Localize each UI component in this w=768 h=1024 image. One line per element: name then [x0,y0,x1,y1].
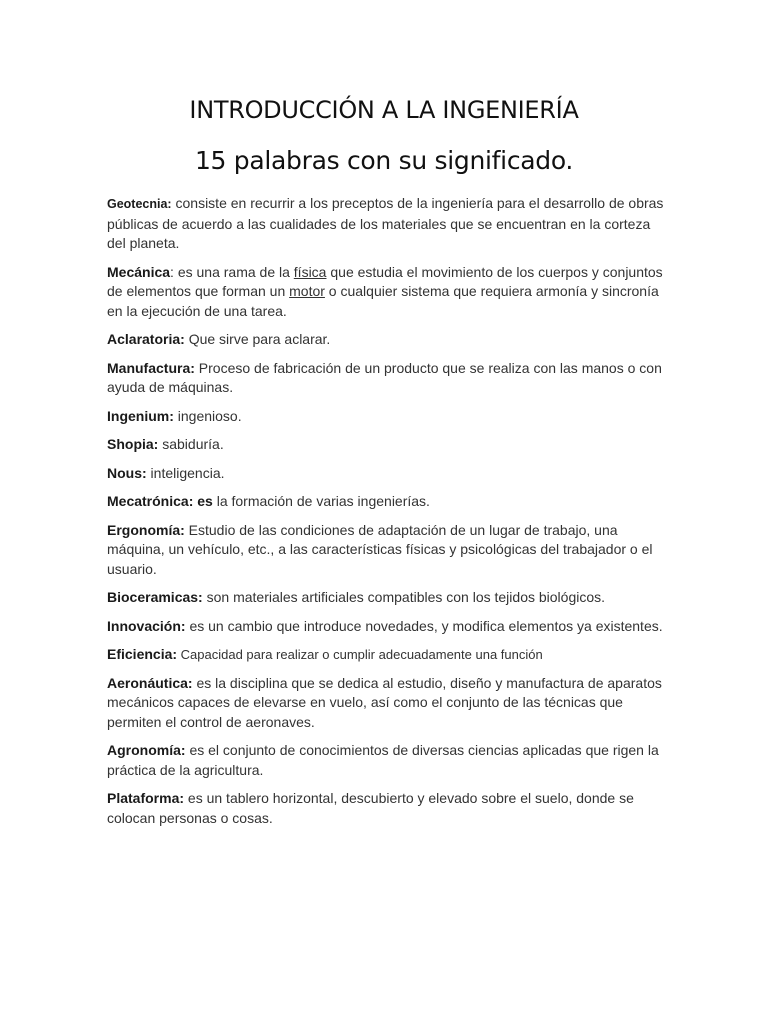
entry-term: Agronomía: [107,742,186,758]
entry-definition: o cualquier sistema que requiera armonía y sincronía en la ejecución de una tarea. [107,283,659,319]
glossary-entry-mecatronica [107,492,667,512]
entry-term: Manufactura: [107,359,195,376]
glossary-entry-aeronautica [107,674,667,733]
glossary-entry-ingenium [107,407,667,427]
entry-term: Ergonomía: [107,521,185,538]
entry-definition: ingenioso. [173,407,242,424]
glossary-entry-manufactura [107,359,667,398]
entry-definition: es la disciplina que se dedica al estudio, diseño y manufactura de aparatos mecánicos capaces de elevarse en vuelo, así como el conjunto de las técnicas que permiten el control de aeronaves. [107,674,662,730]
entry-term: Geotecnia: [107,197,172,211]
entry-definition: inteligencia. [146,464,225,481]
entry-definition: consiste en recurrir a los preceptos de la ingeniería para el desarrollo de obras públicas de acuerdo a las cualidades de los materiales que se encuentran en la corteza del planeta. [107,195,664,251]
entry-definition: es un tablero horizontal, descubierto y elevado sobre el suelo, donde se colocan personas o cosas. [107,790,634,826]
entry-definition: es el conjunto de conocimientos de diversas ciencias aplicadas que rigen la práctica de la agricultura. [107,742,659,778]
entry-definition: son materiales artificiales compatibles con los tejidos biológicos. [202,589,606,605]
entry-definition: Que sirve para aclarar. [184,331,331,347]
glossary-entry-innovacion [107,617,667,637]
glossary-entry-geotecnia [107,194,667,254]
entry-term: Nous: [107,464,147,481]
entry-definition: Proceso de fabricación de un producto que se realiza con las manos o con ayuda de máquinas. [107,359,662,395]
glossary-entry-agronomia [107,741,667,780]
entry-term: Mecatrónica: es [107,493,213,509]
entry-definition: es un cambio que introduce novedades, y modifica elementos ya existentes. [185,617,663,634]
glossary-entry-shopia [107,435,667,455]
entry-definition: Capacidad para realizar o cumplir adecuadamente una función [177,647,543,662]
entry-definition: Estudio de las condiciones de adaptación de un lugar de trabajo, una máquina, un vehículo, etc., a las características físicas y psicológicas del trabajador o el usuario. [107,521,653,577]
entry-definition: sabiduría. [158,436,224,452]
document-title: INTRODUCCIÓN A LA INGENIERÍA [189,96,579,124]
fisica-link[interactable]: física [293,263,327,280]
glossary-entry-nous [107,464,667,484]
glossary-entry-mecanica [107,263,667,322]
entry-term: Aeronáutica: [107,674,193,691]
entry-term: Ingenium: [107,407,174,424]
glossary-body [107,194,667,837]
entry-term: Plataforma: [107,790,185,806]
entry-term: Innovación: [107,617,186,634]
motor-link[interactable]: motor [289,283,325,299]
glossary-entry-bioceramicas [107,588,667,608]
entry-term: Bioceramicas: [107,589,203,605]
entry-term: Mecánica [107,263,171,280]
entry-definition: la formación de varias ingenierías. [212,493,430,509]
glossary-entry-aclaratoria [107,330,667,350]
entry-definition: : es una rama de la [170,263,294,280]
entry-definition: que estudia el movimiento de los cuerpos y conjuntos de elementos que forman un [107,263,663,299]
glossary-entry-plataforma [107,789,667,828]
entry-term: Shopia: [107,436,159,452]
glossary-entry-ergonomia [107,521,667,580]
entry-term: Aclaratoria: [107,331,185,347]
entry-term: Eficiencia: [107,646,178,662]
glossary-entry-eficiencia [107,645,667,665]
document-subtitle: 15 palabras con su significado. [194,146,574,175]
